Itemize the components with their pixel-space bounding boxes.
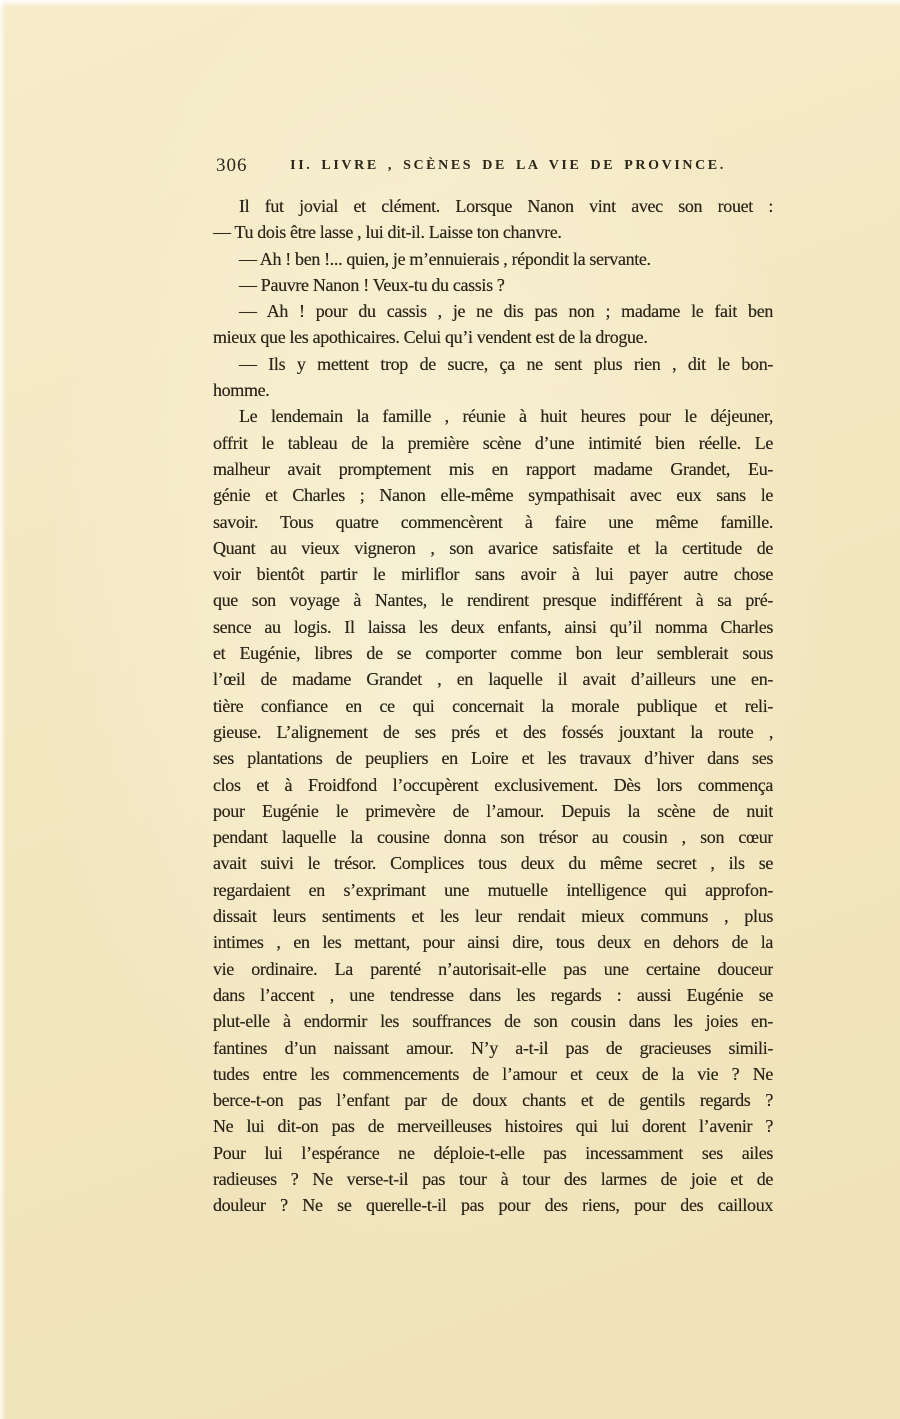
text-line: regardaient en s’exprimant une mutuelle intelligence qui approfon- bbox=[213, 879, 773, 900]
page-body bbox=[213, 193, 773, 1219]
text-line: berce-t-on pas l’enfant par de doux chants et de gentils regards ? bbox=[213, 1090, 773, 1111]
text-line: Pour lui l’espérance ne déploie-t-elle pas incessamment ses ailes bbox=[213, 1142, 773, 1163]
text-line: Ne lui dit-on pas de merveilleuses histoires qui lui dorent l’avenir ? bbox=[213, 1116, 773, 1137]
text-line: radieuses ? Ne verse-t-il pas tour à tour des larmes de joie et de bbox=[213, 1168, 773, 1189]
text-line: tudes entre les commencements de l’amour et ceux de la vie ? Ne bbox=[213, 1063, 773, 1084]
text-line: voir bientôt partir le mirliflor sans avoir à lui payer autre chose bbox=[213, 564, 773, 585]
text-line: malheur avait promptement mis en rapport madame Grandet, Eu- bbox=[213, 458, 773, 479]
scan-edge-top bbox=[0, 0, 900, 7]
text-line: dissait leurs sentiments et les leur rendait mieux communs , plus bbox=[213, 906, 773, 927]
text-line: — Ah ! ben !... quien, je m’ennuierais , répondit la servante. bbox=[239, 248, 651, 269]
text-line: douleur ? Ne se querelle-t-il pas pour des riens, pour des cailloux bbox=[213, 1195, 773, 1216]
text-line: — Tu dois être lasse , lui dit-il. Laisse ton chanvre. bbox=[213, 222, 562, 243]
text-line: et Eugénie, libres de se comporter comme bon leur semblerait sous bbox=[213, 643, 773, 664]
text-line: vie ordinaire. La parenté n’autorisait-elle pas une certaine douceur bbox=[213, 958, 773, 979]
text-line: Le lendemain la famille , réunie à huit heures pour le déjeuner, bbox=[239, 406, 773, 427]
text-line: Quant au vieux vigneron , son avarice satisfaite et la certitude de bbox=[213, 537, 773, 558]
scan-edge-left bbox=[0, 0, 6, 1419]
text-block bbox=[213, 152, 773, 1219]
text-line: pour Eugénie le primevère de l’amour. Depuis la scène de nuit bbox=[213, 800, 773, 821]
text-line: fantines d’un naissant amour. N’y a-t-il pas de gracieuses simili- bbox=[213, 1037, 773, 1058]
text-line: ses plantations de peupliers en Loire et les travaux d’hiver dans ses bbox=[213, 748, 773, 769]
text-line: savoir. Tous quatre commencèrent à faire une même famille. bbox=[213, 511, 773, 532]
text-line: — Ils y mettent trop de sucre, ça ne sent plus rien , dit le bon- bbox=[239, 353, 773, 374]
text-line: mieux que les apothicaires. Celui qu’i vendent est de la drogue. bbox=[213, 327, 648, 348]
text-line: tière confiance en ce qui concernait la morale publique et reli- bbox=[213, 695, 773, 716]
text-line: dans l’accent , une tendresse dans les regards : aussi Eugénie se bbox=[213, 984, 773, 1005]
text-line: génie et Charles ; Nanon elle-même sympathisait avec eux sans le bbox=[213, 485, 773, 506]
page-header bbox=[213, 152, 773, 179]
text-line: offrit le tableau de la première scène d’une intimité bien réelle. Le bbox=[213, 432, 773, 453]
text-line: que son voyage à Nantes, le rendirent presque indifférent à sa pré- bbox=[213, 590, 773, 611]
text-line: clos et à Froidfond l’occupèrent exclusivement. Dès lors commença bbox=[213, 774, 773, 795]
text-line: Il fut jovial et clément. Lorsque Nanon vint avec son rouet : bbox=[239, 196, 773, 216]
text-line: sence au logis. Il laissa les deux enfants, ainsi qu’il nomma Charles bbox=[213, 616, 773, 637]
text-line: — Ah ! pour du cassis , je ne dis pas non ; madame le fait ben bbox=[239, 301, 773, 322]
text-line: plut-elle à endormir les souffrances de son cousin dans les joies en- bbox=[213, 1011, 773, 1032]
page-number: 306 bbox=[216, 155, 248, 176]
running-title: II. LIVRE , SCÈNES DE LA VIE DE PROVINCE. bbox=[290, 158, 726, 173]
text-line: pendant laquelle la cousine donna son trésor au cousin , son cœur bbox=[213, 827, 773, 848]
text-line: l’œil de madame Grandet , en laquelle il avait d’ailleurs une en- bbox=[213, 669, 773, 690]
text-line: — Pauvre Nanon ! Veux-tu du cassis ? bbox=[239, 274, 505, 295]
text-line: avait suivi le trésor. Complices tous deux du même secret , ils se bbox=[213, 853, 773, 874]
text-line: intimes , en les mettant, pour ainsi dire, tous deux en dehors de la bbox=[213, 932, 773, 953]
text-line: gieuse. L’alignement de ses prés et des fossés jouxtant la route , bbox=[213, 721, 773, 742]
text-line: homme. bbox=[213, 380, 270, 401]
